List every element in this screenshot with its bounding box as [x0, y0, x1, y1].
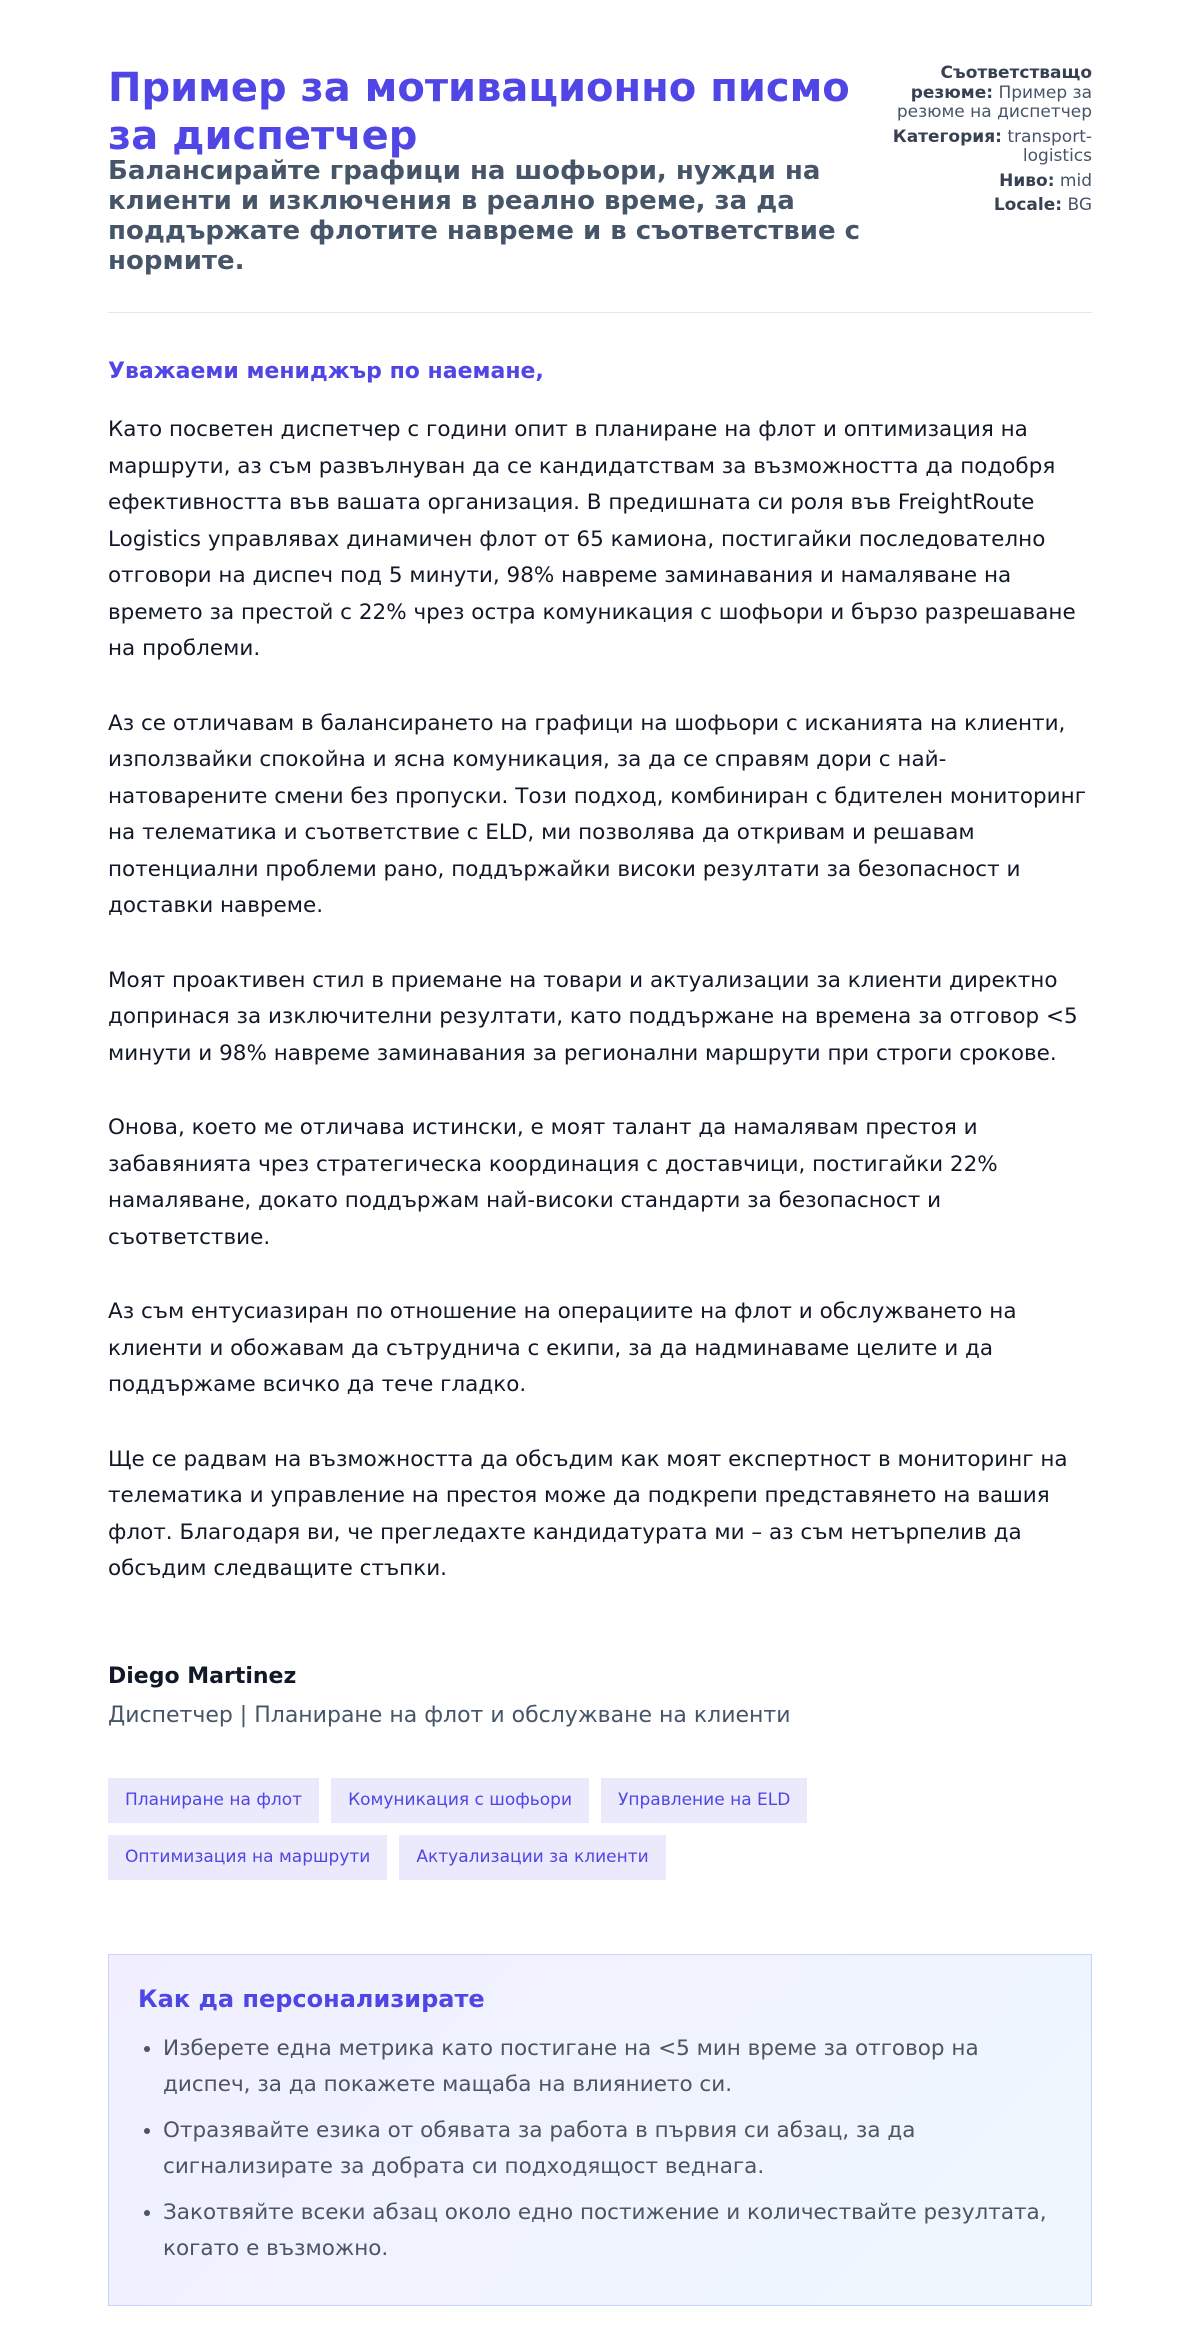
skill-tags [108, 1778, 1092, 1880]
cover-letter-page [108, 64, 1092, 2306]
page-subtitle: Балансирайте графици на шофьори, нужди на клиенти и изключения в реално време, за да поддържате флотите навреме и в съответствие с нормите. [108, 156, 861, 276]
page-header [108, 64, 1092, 313]
tips-title: Как да персонализирате [138, 1984, 485, 2013]
signature-role: Диспетчер | Планиране на флот и обслужване на клиенти [108, 1702, 791, 1728]
paragraph: Ще се радвам на възможността да обсъдим как моят експертност в мониторинг на телематика и управление на престоя може да подкрепи представянето на вашия флот. Благодаря ви, че прегледахте кандидатурата ми – аз съм нетърпелив да обсъдим следващите стъпки. [108, 1446, 1068, 1581]
signature [108, 1664, 1092, 1728]
skill-tag: Актуализации за клиенти [399, 1835, 665, 1880]
salutation: Уважаеми мениджър по наемане, [108, 359, 544, 384]
page-title: Пример за мотивационно писмо за диспетчер [108, 65, 850, 159]
skill-tag: Планиране на флот [108, 1778, 319, 1823]
skill-tag: Оптимизация на маршрути [108, 1835, 387, 1880]
paragraph: Аз съм ентусиазиран по отношение на операциите на флот и обслужването на клиенти и обожавам да сътруднича с екипи, за да надминаваме целите и да поддържаме всичко да тече гладко. [108, 1299, 1017, 1397]
meta-level: Ниво: mid [999, 170, 1092, 191]
skill-tag: Управление на ELD [601, 1778, 807, 1823]
tip-item: • Изберете една метрика като постигане на <5 мин време за отговор на диспеч, за да покажете мащаба на влиянието си. [163, 2031, 1061, 2103]
skill-tag: Комуникация с шофьори [331, 1778, 589, 1823]
paragraph: Като посветен диспетчер с години опит в планиране на флот и оптимизация на маршрути, аз съм развълнуван да се кандидатствам за възможността да подобря ефективността във вашата организация. В предишната си роля във FreightRoute Logistics управлявах динамичен флот от 65 камиона, постигайки последователно отговори на диспеч под 5 минути, 98% навреме заминавания и намаляване на времето за престой с 22% чрез остра комуникация с шофьори и бързо разрешаване на проблеми. [108, 417, 1076, 661]
tip-item: • Закотвяйте всеки абзац около едно постижение и количествайте резултата, когато е възможно. [163, 2195, 1061, 2267]
meta-matching-resume: Съответстващо резюме: Пример за резюме на диспетчер [896, 63, 1092, 122]
meta-locale: Locale: BG [993, 195, 1092, 215]
tip-item: • Отразявайте езика от обявата за работа в първия си абзац, за да сигнализирате за добрата си подходящост веднага. [163, 2113, 1061, 2185]
meta-category: Категория: transport-logistics [892, 126, 1092, 166]
paragraph: Онова, което ме отличава истински, е моят талант да намалявам престоя и забавянията чрез стратегическа координация с доставчици, постигайки 22% намаляване, докато поддържам най-високи стандарти за безопасност и съответствие. [108, 1115, 998, 1250]
letter-body [108, 412, 1092, 1588]
customization-tips [108, 1954, 1092, 2306]
signature-name: Diego Martinez [108, 1663, 297, 1689]
paragraph: Аз се отличавам в балансирането на графици на шофьори с исканията на клиенти, използвайки спокойна и ясна комуникация, за да се справям дори с най-натоварените смени без пропуски. Този подход, комбиниран с бдителен мониторинг на телематика и съответствие с ELD, ми позволява да откривам и решавам потенциални проблеми рано, поддържайки високи резултати за безопасност и доставки навреме. [108, 710, 1086, 918]
meta-info [892, 64, 1092, 276]
paragraph: Моят проактивен стил в приемане на товари и актуализации за клиенти директно допринася за изключителни резултати, като поддържане на времена за отговор <5 минути и 98% навреме заминавания за регионални маршрути при строги срокове. [108, 967, 1078, 1066]
